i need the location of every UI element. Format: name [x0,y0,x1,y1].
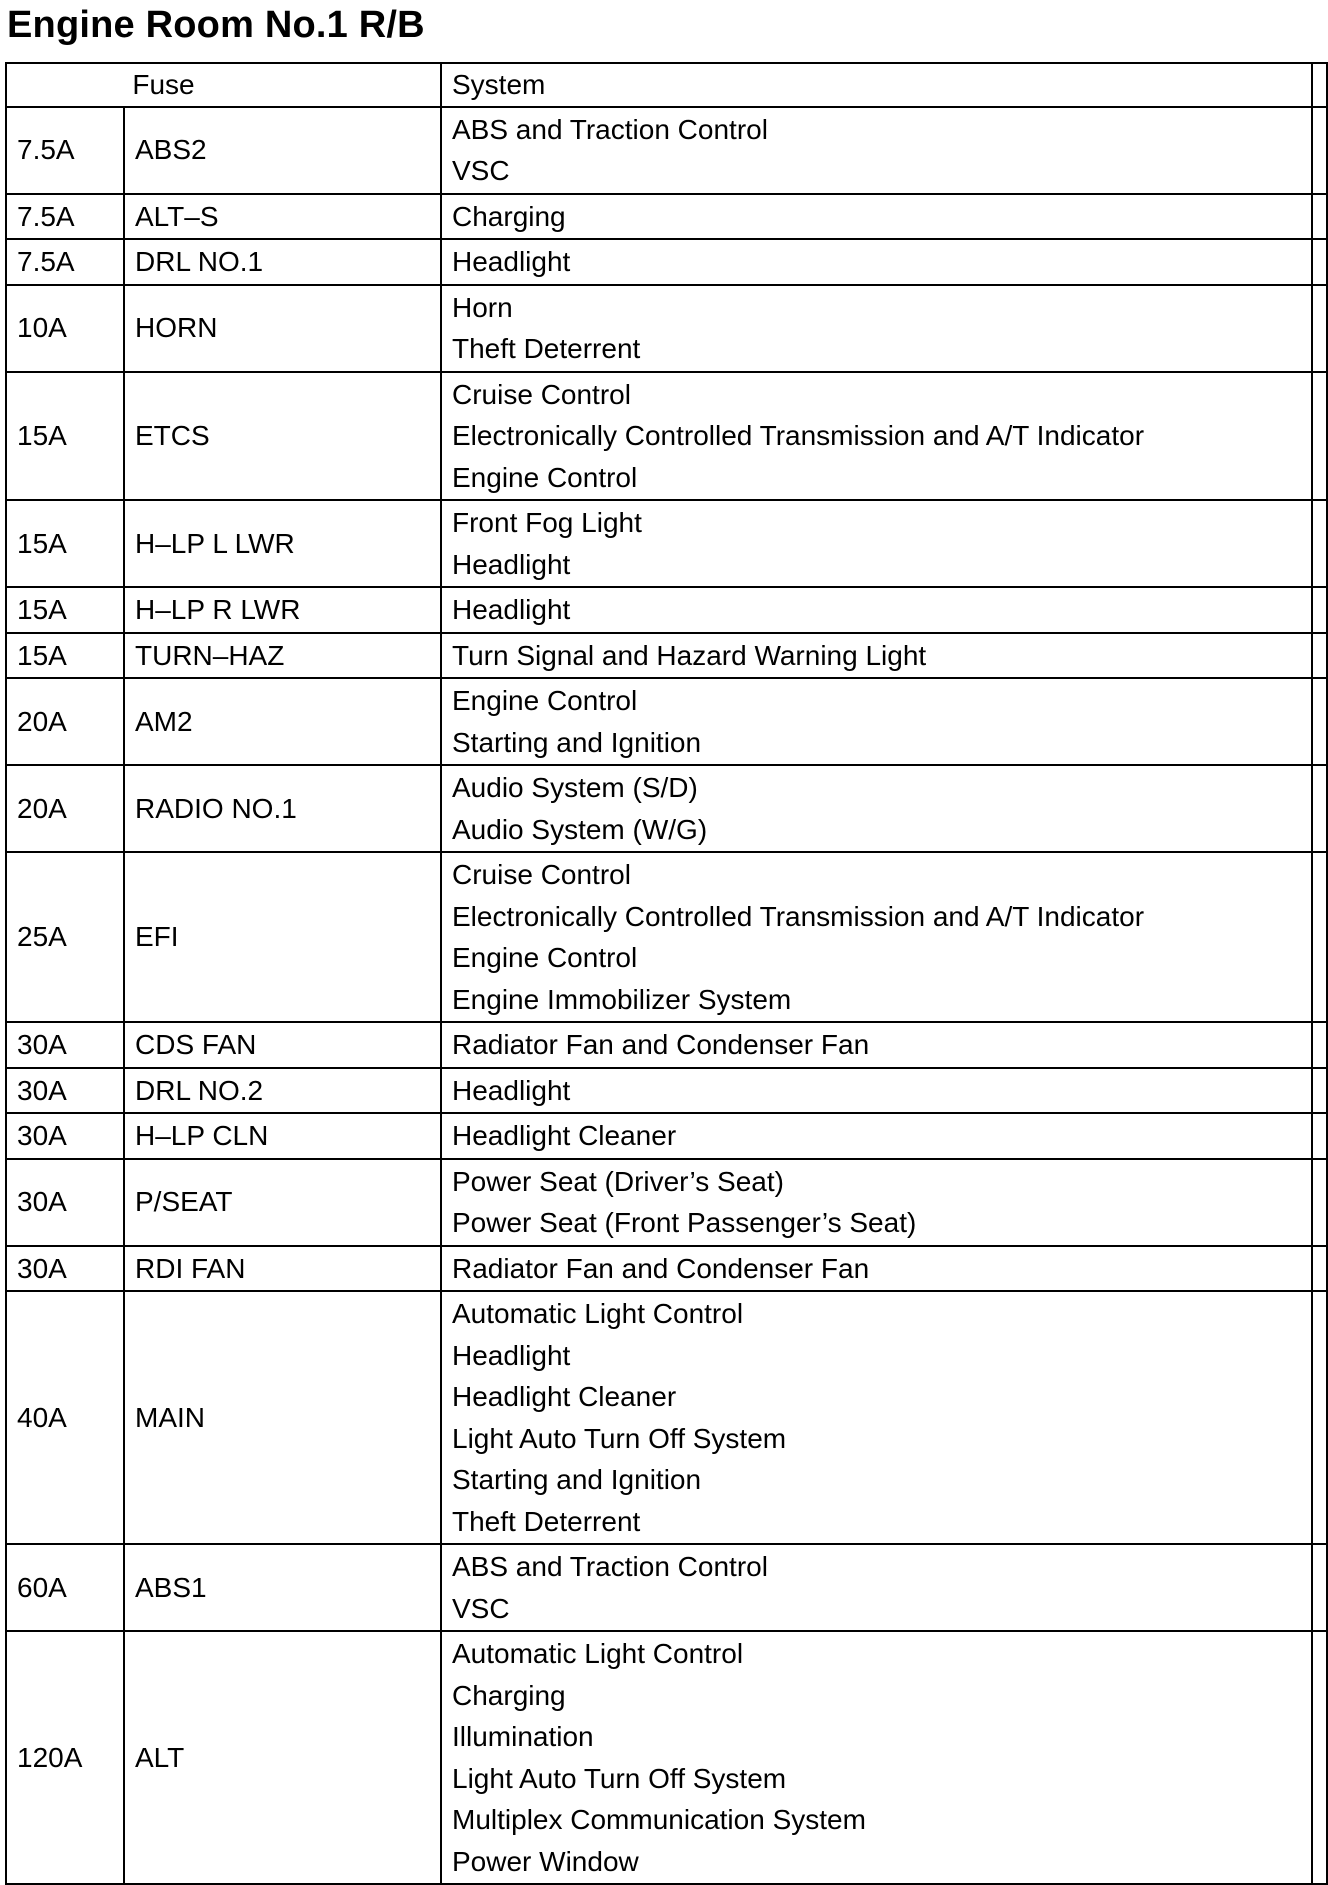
table-row [6,500,1327,587]
table-row [6,194,1327,240]
fuse-name: RADIO NO.1 [124,765,441,852]
system-item: Headlight Cleaner [452,1381,677,1412]
fuse-amperage: 30A [6,1022,124,1068]
system-item: Starting and Ignition [452,1464,702,1495]
system-item: ABS and Traction Control [452,113,768,145]
system-item: Electronically Controlled Transmission and A/T Indicator [452,420,1145,451]
fuse-name: ETCS [124,372,441,501]
table-row [6,285,1327,372]
fuse-amperage: 25A [6,852,124,1022]
fuse-name: AM2 [124,678,441,765]
fuse-name: DRL NO.2 [124,1068,441,1114]
system-list [441,1631,1312,1884]
fuse-amperage: 15A [6,587,124,633]
blank-cell [1312,1246,1327,1292]
blank-cell [1312,633,1327,679]
table-row [6,239,1327,285]
table-row [6,1544,1327,1631]
blank-cell [1312,1113,1327,1159]
blank-column-header [1312,63,1327,107]
system-item: Starting and Ignition [452,726,702,758]
header-row [6,63,1327,107]
system-list [441,678,1312,765]
blank-cell [1312,1544,1327,1631]
system-item: Automatic Light Control [452,1298,744,1329]
system-item: Engine Control [452,461,638,493]
fuse-name: HORN [124,285,441,372]
system-item: Theft Deterrent [452,333,641,364]
fuse-amperage: 30A [6,1246,124,1292]
blank-cell [1312,765,1327,852]
system-item: Engine Immobilizer System [452,983,792,1015]
system-item: VSC [452,155,510,186]
system-list [441,372,1312,501]
fuse-name: ABS1 [124,1544,441,1631]
system-list [441,1068,1312,1114]
fuse-name: ABS2 [124,107,441,194]
system-list [441,1544,1312,1631]
fuse-amperage: 120A [6,1631,124,1884]
system-item: Multiplex Communication System [452,1804,866,1835]
fuse-name: H–LP L LWR [124,500,441,587]
system-list [441,1159,1312,1246]
table-row [6,633,1327,679]
system-column-header: System [441,63,1312,107]
fuse-amperage: 60A [6,1544,124,1631]
fuse-amperage: 15A [6,500,124,587]
system-list [441,1246,1312,1292]
fuse-name: MAIN [124,1291,441,1544]
blank-cell [1312,1631,1327,1884]
table-row [6,1291,1327,1544]
table-row [6,587,1327,633]
table-row [6,1159,1327,1246]
fuse-amperage: 40A [6,1291,124,1544]
system-item: Headlight [452,548,571,580]
system-item: Cruise Control [452,378,631,410]
system-item: Headlight [452,246,571,277]
table-row [6,1113,1327,1159]
table-row [6,1068,1327,1114]
system-list [441,500,1312,587]
system-list [441,1113,1312,1159]
table-row [6,765,1327,852]
blank-cell [1312,1291,1327,1544]
blank-cell [1312,587,1327,633]
fuse-amperage: 15A [6,633,124,679]
fuse-amperage: 30A [6,1068,124,1114]
table-row [6,1022,1327,1068]
blank-cell [1312,194,1327,240]
blank-cell [1312,1068,1327,1114]
system-item: Illumination [452,1721,594,1752]
system-item: Light Auto Turn Off System [452,1422,787,1454]
system-item: Horn [452,291,513,323]
system-list [441,1291,1312,1544]
system-item: Automatic Light Control [452,1638,744,1669]
blank-cell [1312,285,1327,372]
table-row [6,107,1327,194]
system-item: Power Seat (Front Passenger’s Seat) [452,1207,917,1238]
system-item: Headlight [452,1074,571,1106]
system-list [441,239,1312,285]
system-item: Radiator Fan and Condenser Fan [452,1029,870,1060]
fuse-amperage: 7.5A [6,194,124,240]
system-item: Power Seat (Driver’s Seat) [452,1165,784,1197]
fuse-name: EFI [124,852,441,1022]
system-item: Turn Signal and Hazard Warning Light [452,639,927,671]
system-item: Electronically Controlled Transmission and A/T Indicator [452,900,1145,932]
fuse-name: H–LP CLN [124,1113,441,1159]
table-row [6,678,1327,765]
page-title: Engine Room No.1 R/B [7,4,425,46]
fuse-name: DRL NO.1 [124,239,441,285]
system-item: Charging [452,200,566,232]
system-list [441,587,1312,633]
fuse-column-header: Fuse [6,63,441,107]
system-list [441,194,1312,240]
blank-cell [1312,372,1327,501]
table-row [6,852,1327,1022]
blank-cell [1312,239,1327,285]
system-item: Charging [452,1679,566,1711]
fuse-name: P/SEAT [124,1159,441,1246]
system-list [441,285,1312,372]
system-item: VSC [452,1592,510,1624]
system-list [441,1022,1312,1068]
fuse-name: H–LP R LWR [124,587,441,633]
fuse-amperage: 20A [6,765,124,852]
fuse-name: ALT [124,1631,441,1884]
fuse-amperage: 30A [6,1113,124,1159]
fuse-name: RDI FAN [124,1246,441,1292]
table-row [6,1631,1327,1884]
system-item: Radiator Fan and Condenser Fan [452,1252,870,1284]
blank-cell [1312,500,1327,587]
system-list [441,765,1312,852]
fuse-table-body [6,107,1327,1885]
system-item: Light Auto Turn Off System [452,1762,787,1794]
system-list [441,852,1312,1022]
fuse-name: CDS FAN [124,1022,441,1068]
blank-cell [1312,1159,1327,1246]
fuse-amperage: 10A [6,285,124,372]
blank-cell [1312,678,1327,765]
fuse-amperage: 15A [6,372,124,501]
fuse-amperage: 7.5A [6,107,124,194]
fuse-amperage: 20A [6,678,124,765]
system-list [441,107,1312,194]
system-item: Cruise Control [452,859,631,890]
system-list [441,633,1312,679]
fuse-amperage: 7.5A [6,239,124,285]
system-item: Theft Deterrent [452,1505,641,1537]
system-item: Front Fog Light [452,507,642,538]
system-item: Power Window [452,1845,639,1877]
system-item: Audio System (W/G) [452,813,708,845]
system-item: Engine Control [452,685,638,716]
system-item: Headlight [452,594,571,625]
blank-cell [1312,852,1327,1022]
table-row [6,1246,1327,1292]
fuse-table [5,62,1328,1885]
fuse-name: TURN–HAZ [124,633,441,679]
system-item: Engine Control [452,942,638,973]
system-item: ABS and Traction Control [452,1551,768,1582]
table-row [6,372,1327,501]
system-item: Headlight Cleaner [452,1120,677,1151]
blank-cell [1312,1022,1327,1068]
fuse-name: ALT–S [124,194,441,240]
blank-cell [1312,107,1327,194]
system-item: Headlight [452,1339,571,1371]
system-item: Audio System (S/D) [452,772,698,803]
fuse-amperage: 30A [6,1159,124,1246]
